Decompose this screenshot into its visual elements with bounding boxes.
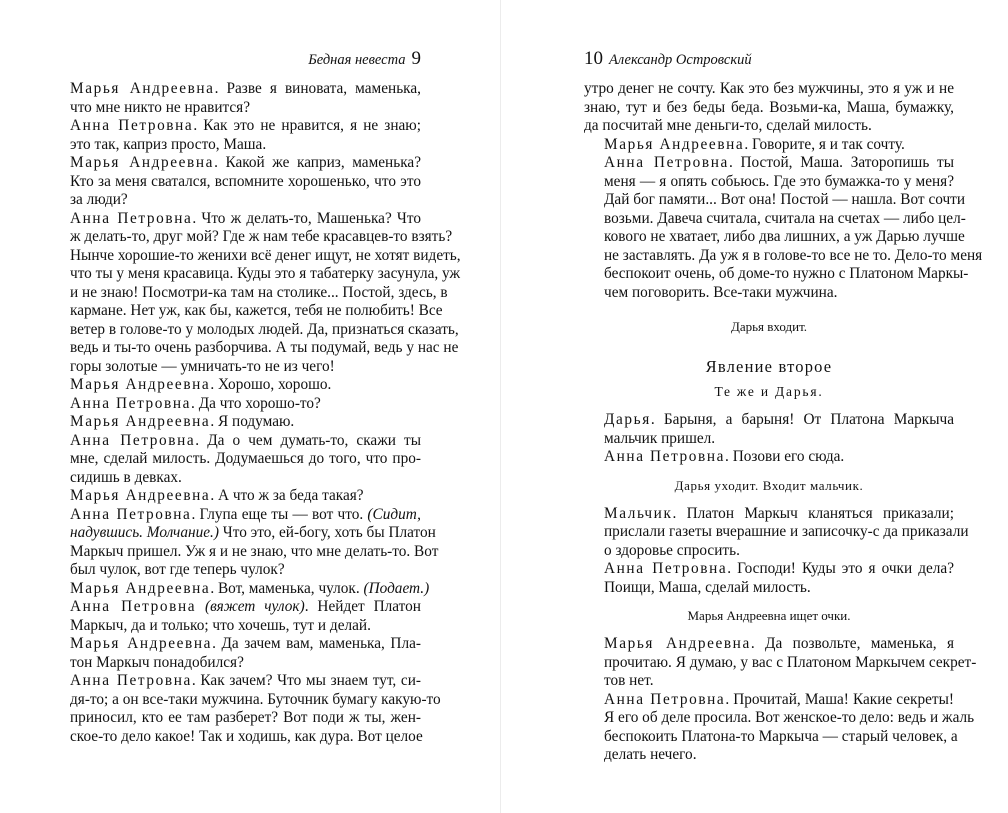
speaker-name: Марья Андреевна: [70, 487, 211, 504]
speaker-name: Марья Андреевна: [604, 135, 745, 153]
left-page-text: [50, 80, 461, 746]
speaker-name: Анна Петровна: [70, 598, 197, 615]
text-line: Я его об деле просила. Вот женское-то дело: ведь и жаль: [604, 709, 975, 726]
speaker-name: Марья Андреевна: [70, 80, 215, 97]
speaker-name: Анна Петровна: [70, 505, 192, 523]
speaker-name: Марья Андреевна: [604, 635, 751, 652]
speaker-name: Марья Андреевна: [70, 154, 215, 171]
text-line: тон Маркыч понадобился?: [70, 653, 244, 671]
text-line: утро денег не сочту. Как это без мужчины, это я уж и не: [584, 80, 954, 97]
right-page: [584, 0, 983, 813]
speaker-name: Анна Петровна: [70, 672, 192, 689]
text-line: не заставлять. Да уж я в голове-то все не то. Дело-то меня: [604, 246, 983, 264]
dialogue-paragraph: [50, 579, 430, 599]
dialogue-paragraph: [584, 411, 954, 448]
page-gutter: [500, 0, 501, 813]
text-line: Марья Андреевна. А что ж за беда такая?: [70, 487, 364, 504]
speaker-name: Анна Петровна: [604, 154, 729, 171]
text-line: Марья Андреевна. Говорите, я и так сочту.: [604, 135, 905, 153]
text-line: о здоровье спросить.: [604, 541, 740, 559]
text-line: Анна Петровна. Прочитай, Маша! Какие секреты!: [604, 690, 954, 708]
text-line: Анна Петровна. Господи! Куды это я очки дела?: [604, 560, 954, 577]
speaker-name: Мальчик: [604, 504, 673, 522]
text-line: это так, каприз просто, Маша.: [70, 135, 267, 153]
text-line: кармане. Нет уж, как бы, кажется, тебя не полюбить! Все: [70, 302, 443, 319]
dialogue-paragraph: [50, 395, 421, 414]
text-line: чем поговорить. Все-таки мужчина.: [604, 283, 838, 301]
text-line: Марья Андреевна. Да позвольте, маменька, я: [604, 635, 954, 652]
scene-title: Явление второе: [705, 357, 833, 376]
right-page-text: [584, 80, 983, 765]
text-line: Кто за меня сватался, вспомните хорошенько, что это: [70, 172, 421, 190]
text-line: Анна Петровна. Да что хорошо-то?: [70, 394, 321, 412]
text-line: беспокоить Платона-то Маркыча — старый человек, а: [604, 727, 958, 745]
dialogue-paragraph: [50, 672, 441, 746]
text-line: Анна Петровна. Глупа еще ты — вот что. (Сидит,: [70, 505, 421, 523]
dialogue-paragraph: [50, 487, 421, 506]
dialogue-paragraph: [50, 376, 421, 395]
text-line: мне, сделай милость. Додумаешься до того, что про-: [70, 450, 421, 467]
text-line: Марья Андреевна. Разве я виновата, маменька,: [70, 80, 421, 97]
text-line: Анна Петровна. Да о чем думать-то, скажи ты: [70, 431, 421, 449]
text-line: ское-то дело какое! Так и ходишь, как дура. Вот целое: [70, 727, 423, 745]
text-line: что ты у меня красавица. Куды это я табатерку засунула, уж: [70, 265, 461, 282]
speaker-name: Анна Петровна: [604, 560, 728, 577]
text-line: Анна Петровна. Как это не нравится, я не знаю;: [70, 117, 421, 134]
dialogue-block: [584, 635, 977, 765]
running-title: Бедная невеста: [308, 52, 406, 68]
text-line: Анна Петровна. Постой, Маша. Заторопишь ты: [604, 154, 954, 171]
dialogue-paragraph: [584, 635, 977, 691]
right-page-header: [584, 48, 954, 72]
text-line: был чулок, вот где теперь чулок?: [70, 561, 285, 578]
text-line: Марья Андреевна. Я подумаю.: [70, 413, 295, 430]
speaker-name: Марья Андреевна: [70, 579, 211, 597]
text-line: знаю, тут и без беды беда. Возьми-ка, Маша, бумажку,: [584, 98, 954, 116]
text-line: сидишь в девках.: [70, 468, 182, 486]
text-line: делать нечего.: [604, 746, 697, 763]
dialogue-paragraph: [50, 117, 421, 154]
text-line: Нынче хорошие-то женихи всё денег ищут, не хотят видеть,: [70, 246, 461, 264]
scene-cast: Те же и Дарья.: [714, 383, 824, 399]
dialogue-paragraph: [50, 505, 439, 580]
text-line: Марья Андреевна. Да зачем вам, маменька, Пла-: [70, 635, 421, 652]
text-line: Анна Петровна (вяжет чулок). Нейдет Платон: [70, 598, 421, 615]
page-number: 10: [584, 48, 603, 69]
text-line: Анна Петровна. Позови его сюда.: [604, 448, 845, 465]
speaker-name: Анна Петровна: [70, 209, 193, 227]
running-title: Александр Островский: [609, 52, 752, 68]
dialogue-paragraph: [50, 154, 421, 210]
text-line: что мне никто не нравится?: [70, 98, 251, 116]
text-line: беспокоит очень, об доме-то нужно с Платоном Маркы-: [604, 265, 969, 282]
text-line: за люди?: [70, 191, 128, 208]
dialogue-paragraph: [584, 154, 983, 302]
text-line: тов нет.: [604, 672, 654, 689]
text-line: Дарья. Барыня, а барыня! От Платона Маркыча: [604, 411, 954, 428]
left-page-header: [50, 48, 421, 72]
dialogue-paragraph: [50, 598, 421, 635]
text-line: Марья Андреевна. Какой же каприз, маменька?: [70, 154, 421, 171]
dialogue-paragraph: [50, 80, 421, 117]
text-line: меня — я опять собьюсь. Где это бумажка-то у меня?: [604, 172, 954, 190]
text-line: дя-то; а он все-таки мужчина. Буточник бумагу какую-то: [70, 690, 441, 708]
dialogue-paragraph: [584, 136, 954, 155]
speaker-name: Анна Петровна: [70, 117, 194, 134]
text-line: возьми. Давеча считала, считала на счетах — либо цел-: [604, 209, 966, 227]
text-line: Маркыч, да и только; что хочешь, тут и делай.: [70, 616, 371, 634]
text-line: прочитаю. Я думаю, у вас с Платоном Маркычем секрет-: [604, 653, 977, 671]
dialogue-paragraph: [584, 690, 975, 765]
text-line: Марья Андреевна. Хорошо, хорошо.: [70, 376, 332, 393]
speaker-name: Марья Андреевна: [70, 413, 211, 430]
text-line: надувшись. Молчание.) Что это, ей-богу, хоть бы Платон: [70, 524, 436, 541]
speaker-name: Марья Андреевна: [70, 635, 213, 652]
stage-direction: Дарья уходит. Входит мальчик.: [674, 477, 864, 493]
dialogue-block: [584, 135, 983, 303]
left-page: [50, 0, 461, 813]
text-line: Анна Петровна. Как зачем? Что мы знаем тут, си-: [70, 672, 421, 689]
text-line: прислали газеты вчерашние и записочку-с да приказали: [604, 523, 969, 540]
text-line: ж делать-то, друг мой? Где ж нам тебе красавцев-то взять?: [70, 228, 453, 245]
stage-direction: Марья Андреевна ищет очки.: [687, 608, 851, 623]
dialogue-paragraph: [584, 448, 954, 467]
dialogue-paragraph: [584, 504, 969, 561]
speaker-name: Анна Петровна: [604, 448, 726, 465]
dialogue-paragraph: [584, 80, 954, 136]
dialogue-block: [584, 504, 969, 598]
dialogue-paragraph: [50, 413, 421, 432]
dialogue-paragraph: [584, 560, 954, 597]
stage-direction: Дарья входит.: [730, 319, 808, 334]
dialogue-block: [584, 411, 954, 467]
text-line: Дай бог памяти... Вот она! Постой — нашла. Вот сочти: [604, 191, 966, 208]
text-line: да посчитай мне деньги-то, сделай милость.: [584, 117, 872, 134]
dialogue-paragraph: [50, 635, 421, 672]
continued-speech: [584, 80, 954, 136]
text-line: ведь и ты-то очень разборчива. А ты подумай, ведь у нас не: [70, 339, 459, 356]
text-line: Маркыч пришел. Уж я и не знаю, что мне делать-то. Вот: [70, 542, 439, 560]
text-line: и не знаю! Посмотри-ка там на столике... Постой, здесь, в: [70, 283, 448, 301]
text-line: Марья Андреевна. Вот, маменька, чулок. (Подает.): [70, 579, 430, 597]
dialogue-paragraph: [50, 432, 421, 488]
text-line: Мальчик. Платон Маркыч кланяться приказали;: [604, 504, 954, 522]
speaker-name: Анна Петровна: [70, 431, 196, 449]
speaker-name: Анна Петровна: [604, 690, 726, 708]
page-number: 9: [411, 48, 421, 69]
text-line: мальчик пришел.: [604, 429, 716, 447]
text-line: приносил, кто ее там разберет? Вот поди ж ты, жен-: [70, 709, 421, 726]
speaker-name: Дарья: [604, 411, 651, 428]
text-line: горы золотые — умничать-то не из чего!: [70, 357, 335, 375]
dialogue-paragraph: [50, 209, 461, 377]
text-line: Поищи, Маша, сделай милость.: [604, 578, 811, 596]
text-line: ветер в голове-то у молодых людей. Да, признаться сказать,: [70, 320, 459, 338]
speaker-name: Марья Андреевна: [70, 376, 211, 393]
text-line: кового не хватает, либо два лишних, а уж Дарью лучше: [604, 228, 965, 245]
text-line: Анна Петровна. Что ж делать-то, Машенька? Что: [70, 209, 421, 227]
speaker-name: Анна Петровна: [70, 394, 192, 412]
